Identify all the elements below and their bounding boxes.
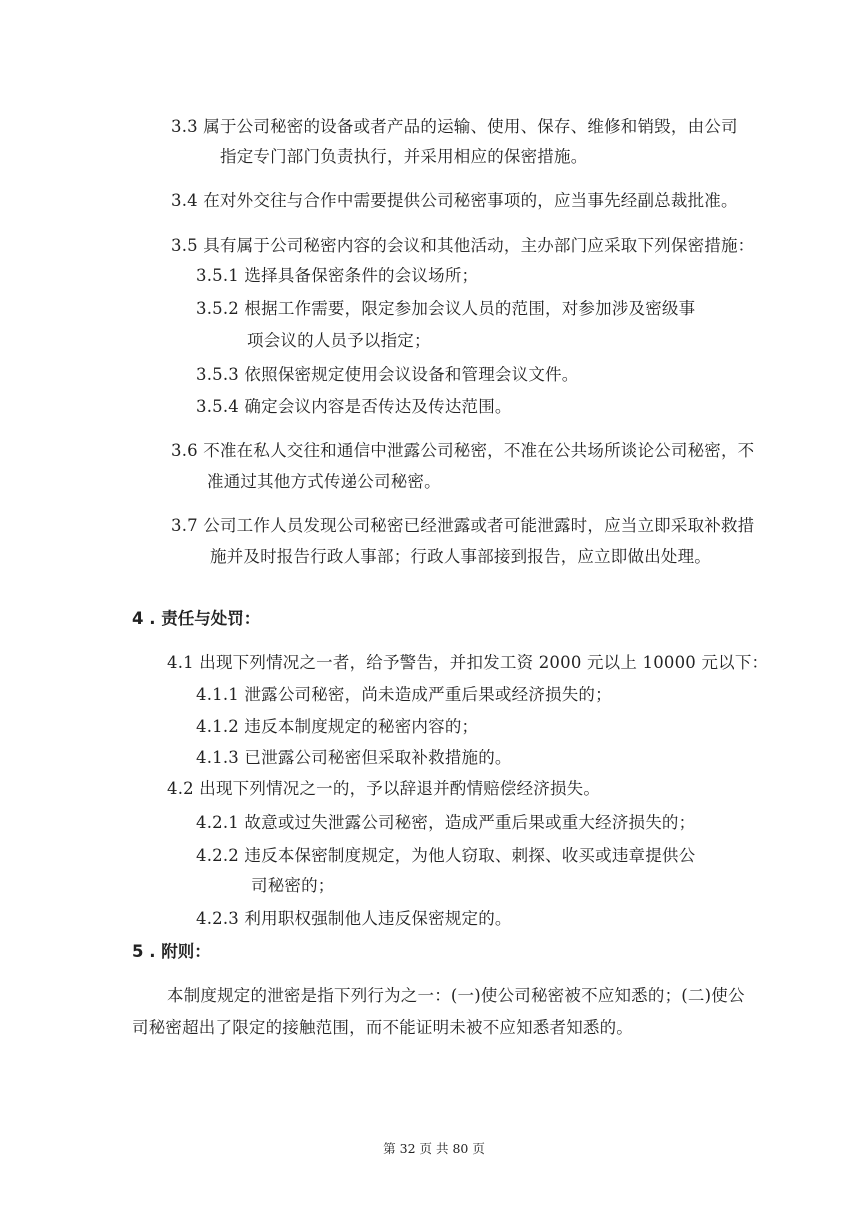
clause-4-2-2: 4.2.2 违反本保密制度规定，为他人窃取、刺探、收买或违章提供公: [196, 846, 696, 865]
paragraph-5-line-1: 本制度规定的泄密是指下列行为之一：(一)使公司秘密被不应知悉的；(二)使公: [167, 986, 745, 1005]
section-4-heading: 4 . 责任与处罚：: [132, 609, 261, 628]
clause-4-1-2: 4.1.2 违反本制度规定的秘密内容的；: [196, 717, 479, 736]
clause-3-6: 3.6 不准在私人交往和通信中泄露公司秘密，不准在公共场所谈论公司秘密，不: [171, 441, 755, 460]
clause-3-5-4: 3.5.4 确定会议内容是否传达及传达范围。: [196, 397, 512, 416]
clause-4-2-2-cont: 司秘密的；: [251, 876, 335, 895]
clause-4-2-1: 4.2.1 故意或过失泄露公司秘密，造成严重后果或重大经济损失的；: [196, 813, 696, 832]
clause-3-6-cont: 准通过其他方式传递公司秘密。: [207, 472, 441, 491]
clause-3-7: 3.7 公司工作人员发现公司秘密已经泄露或者可能泄露时，应当立即采取补救措: [171, 516, 755, 535]
clause-3-5-1: 3.5.1 选择具备保密条件的会议场所；: [196, 266, 479, 285]
clause-3-5-2-cont: 项会议的人员予以指定；: [247, 331, 431, 350]
clause-3-7-cont: 施并及时报告行政人事部；行政人事部接到报告，应立即做出处理。: [210, 547, 711, 566]
clause-4-2-3: 4.2.3 利用职权强制他人违反保密规定的。: [196, 909, 512, 928]
page-footer: 第 32 页 共 80 页: [383, 1141, 485, 1156]
clause-4-1-3: 4.1.3 已泄露公司秘密但采取补救措施的。: [196, 748, 512, 767]
paragraph-5-line-2: 司秘密超出了限定的接触范围，而不能证明未被不应知悉者知悉的。: [132, 1018, 633, 1037]
clause-3-5-2: 3.5.2 根据工作需要，限定参加会议人员的范围，对参加涉及密级事: [196, 299, 696, 318]
clause-4-1-1: 4.1.1 泄露公司秘密，尚未造成严重后果或经济损失的；: [196, 685, 612, 704]
clause-4-1: 4.1 出现下列情况之一者，给予警告，并扣发工资 2000 元以上 10000 元以下：: [167, 653, 769, 672]
clause-3-5: 3.5 具有属于公司秘密内容的会议和其他活动，主办部门应采取下列保密措施：: [171, 236, 755, 255]
section-5-heading: 5 . 附则：: [132, 942, 211, 961]
clause-4-2: 4.2 出现下列情况之一的，予以辞退并酌情赔偿经济损失。: [167, 779, 601, 798]
clause-3-3-cont: 指定专门部门负责执行，并采用相应的保密措施。: [220, 147, 588, 166]
clause-3-4: 3.4 在对外交往与合作中需要提供公司秘密事项的，应当事先经副总裁批准。: [171, 191, 738, 210]
clause-3-5-3: 3.5.3 依照保密规定使用会议设备和管理会议文件。: [196, 365, 579, 384]
clause-3-3: 3.3 属于公司秘密的设备或者产品的运输、使用、保存、维修和销毁，由公司: [171, 117, 738, 136]
